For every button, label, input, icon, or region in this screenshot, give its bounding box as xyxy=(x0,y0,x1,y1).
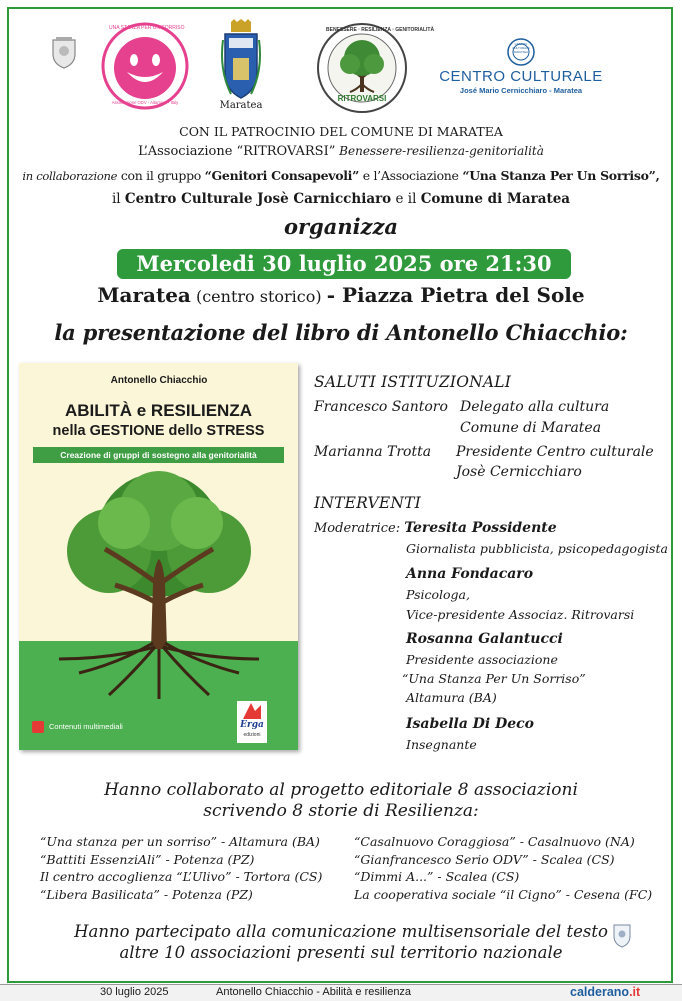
assoc-pre: L’Associazione xyxy=(138,144,237,159)
speaker2-role2: “Una Stanza Per Un Sorriso” xyxy=(402,671,586,686)
ritrovarsi-name: RITROVARSI xyxy=(337,94,387,103)
speaker2-role3: Altamura (BA) xyxy=(406,690,497,705)
speaker3-role1: Insegnante xyxy=(406,737,477,752)
comune-name: Comune di Maratea xyxy=(420,191,571,207)
smile-logo-ring-text: UNA STANZA PER UN SORRISO xyxy=(109,25,185,31)
speaker1-name: Anna Fondacaro xyxy=(406,566,534,582)
patrocinio-line: CON IL PATROCINIO DEL COMUNE DI MARATEA xyxy=(179,124,503,139)
collab-left-list xyxy=(40,833,322,903)
place-centro: (centro storico) xyxy=(190,287,327,306)
caption-date: 30 luglio 2025 xyxy=(100,986,169,998)
place-piazza: - Piazza Pietra del Sole xyxy=(326,283,585,307)
collab-item: La cooperativa sociale “il Cigno” - Cesena (FC) xyxy=(354,886,653,902)
smile-logo-ring-bottom: Associazione ODV - Altamura - Italy xyxy=(111,100,179,105)
event-place-line xyxy=(0,283,682,307)
speaker1-role2: Vice-presidente Associaz. Ritrovarsi xyxy=(406,607,635,622)
saluti-p1-role2: Comune di Maratea xyxy=(460,420,602,436)
collab-item: “Dimmi A...” - Scalea (CS) xyxy=(354,869,520,884)
collab-pre: in collaborazione xyxy=(22,169,118,183)
caption-site-name: calderano xyxy=(570,985,630,999)
centro-pre: il xyxy=(111,191,125,207)
book-cover xyxy=(19,363,298,750)
collab-mid2: e l’Associazione xyxy=(359,168,463,183)
collab-mid1: con il gruppo xyxy=(117,168,205,183)
collab-item: “Battiti EssenziAli” - Potenza (PZ) xyxy=(40,851,255,867)
footer-line-1: Hanno partecipato alla comunicazione multisensoriale del testo xyxy=(74,922,608,941)
event-date-banner: Mercoledi 30 luglio 2025 ore 21:30 xyxy=(117,249,571,279)
saluti-p2-role1: Presidente Centro culturale xyxy=(456,444,654,460)
moderator-label: Moderatrice: xyxy=(314,521,405,536)
book-title-1: ABILITÀ e RESILIENZA xyxy=(64,401,252,420)
centro-title: CENTRO CULTURALE xyxy=(439,68,603,85)
centro-name: Centro Culturale Josè Carnicchiaro xyxy=(124,191,392,207)
assoc-tagline: Benessere-resilienza-genitorialità xyxy=(335,144,544,158)
publisher-name: Erga xyxy=(240,720,264,730)
moderator-role: Giornalista pubblicista, psicopedagogista xyxy=(406,541,668,556)
collab-item: “Gianfrancesco Serio ODV” - Scalea (CS) xyxy=(354,851,615,867)
collab-right-list xyxy=(354,833,652,903)
ritrovarsi-ring-text: BENESSERE · RESILIENZA · GENITORIALITÀ xyxy=(326,27,435,33)
caption-bar xyxy=(0,984,682,1001)
small-crest-icon xyxy=(50,36,78,70)
centro-sub: José Mario Cernicchiaro - Maratea xyxy=(459,86,583,95)
saluti-p2-role2: Josè Cernicchiaro xyxy=(456,464,582,480)
collaboration-line xyxy=(0,168,682,183)
ritrovarsi-logo xyxy=(316,22,435,114)
saluti-p1-role1: Delegato alla cultura xyxy=(460,399,610,415)
book-title-2: nella GESTIONE dello STRESS xyxy=(52,423,265,439)
book-subtitle: Creazione di gruppi di sostegno alla genitorialità xyxy=(33,447,284,463)
association-line xyxy=(0,144,682,159)
organizza-heading: organizza xyxy=(283,214,399,239)
small-crest-icon xyxy=(612,922,632,948)
saluti-heading: SALUTI ISTITUZIONALI xyxy=(314,373,512,391)
speaker2-role1: Presidente associazione xyxy=(406,652,558,667)
collab-assoc: “Una Stanza Per Un Sorriso”, xyxy=(462,168,660,183)
moderator-line xyxy=(314,519,557,538)
centro-culturale-logo xyxy=(438,38,604,98)
book-tree-illustration xyxy=(19,463,298,703)
assoc-name: “RITROVARSI” xyxy=(236,144,336,159)
publisher-logo xyxy=(237,701,267,743)
collab-item: “Casalnuovo Coraggiosa” - Casalnuovo (NA) xyxy=(354,834,635,849)
collab-group: “Genitori Consapevoli” xyxy=(204,168,360,183)
publisher-sub: edizioni xyxy=(243,732,261,738)
maratea-coat-of-arms xyxy=(221,20,261,112)
interventi-heading: INTERVENTI xyxy=(314,494,421,512)
presentation-line: la presentazione del libro di Antonello Chiacchio: xyxy=(54,320,628,345)
book-author: Antonello Chiacchio xyxy=(110,375,208,386)
collab-heading-2: scrivendo 8 storie di Resilienza: xyxy=(203,801,479,821)
centro-badge-text: CENTRO CULTURALE MARATEA xyxy=(512,42,530,54)
caption-title: Antonello Chiacchio - Abilità e resilienza xyxy=(216,986,412,998)
centro-mid: e il xyxy=(391,191,421,207)
smile-logo xyxy=(101,22,189,110)
centro-comune-line xyxy=(0,191,682,207)
saluti-p1-name: Francesco Santoro xyxy=(314,399,448,415)
collab-heading-1: Hanno collaborato al progetto editoriale 8 associazioni xyxy=(104,780,578,800)
saluti-p2-name: Marianna Trotta xyxy=(314,444,432,460)
book-multimedia: Contenuti multimediali xyxy=(49,722,123,731)
moderator-name: Teresita Possidente xyxy=(404,520,557,536)
collab-item: “Una stanza per un sorriso” - Altamura (BA) xyxy=(40,834,320,849)
footer-line-2: altre 10 associazioni presenti sul territorio nazionale xyxy=(119,943,563,962)
caption-site-tld: .it xyxy=(629,985,641,999)
place-town: Maratea xyxy=(97,283,191,307)
collab-item: Il centro accoglienza “L’Ulivo” - Tortora (CS) xyxy=(40,869,323,884)
speaker2-name: Rosanna Galantucci xyxy=(406,631,563,647)
collab-item: “Libera Basilicata” - Potenza (PZ) xyxy=(40,886,253,902)
caption-site[interactable] xyxy=(570,985,640,999)
maratea-caption: Maratea xyxy=(219,100,263,111)
multimedia-icon xyxy=(32,721,44,733)
speaker1-role1: Psicologa, xyxy=(406,587,470,602)
speaker3-name: Isabella Di Deco xyxy=(406,716,535,732)
